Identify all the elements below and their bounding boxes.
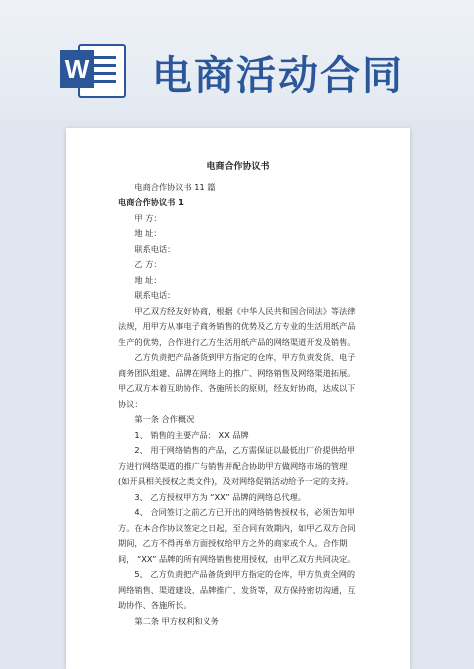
party-b-address-field: 地 址： xyxy=(134,274,162,285)
clause: 5、 乙方负责把产品备货到甲方指定的仓库，甲方负责全网的网络销售、渠道建设、品牌推广、发货等，双方保持密切沟通，互助协作、各施所长。 xyxy=(118,569,356,610)
banner-title: 电商活动合同 xyxy=(152,53,404,99)
party-a-phone-field: 联系电话： xyxy=(134,243,176,254)
document-subtitle: 电商合作协议书 11 篇 xyxy=(134,181,216,192)
document-page xyxy=(66,128,410,669)
word-letter: W xyxy=(60,50,94,88)
banner xyxy=(0,0,474,120)
paragraph: 甲乙双方经友好协商，根据《中华人民共和国合同法》等法律法规，用甲方从事电子商务销售的优势及乙方专业的生活用纸产品生产的优势，合作进行乙方生活用纸产品的网络渠道开发及销售。 xyxy=(118,305,356,347)
document-title: 电商合作协议书 xyxy=(206,162,270,172)
clause: 4、 合同签订之前乙方已开出的网络销售授权书，必须告知甲方。在本合作协议签定之日起，至合同有效期内，如甲乙双方合同期间，乙方不得再单方面授权给甲方之外的商家或个人。合作期间， “XX” 品牌的所有网络销售使用授权，由甲乙双方共同决定。 xyxy=(118,507,356,564)
party-a-address-field: 地 址： xyxy=(134,228,162,238)
clause: 3、 乙方授权甲方为 “XX” 品牌的网络总代理。 xyxy=(134,491,306,502)
party-a-field: 甲 方： xyxy=(134,212,162,223)
article-heading: 第二条 甲方权利和义务 xyxy=(134,615,219,626)
party-b-field: 乙 方： xyxy=(134,259,162,269)
clause: 2、 用于网络销售的产品，乙方需保证以最低出厂价提供给甲方进行网络渠道的推广与销售并配合协助甲方做网络市场的管理(如开具相关授权之类文件)，及对网络促销活动给予一定的支持。 xyxy=(118,445,356,486)
word-icon xyxy=(60,40,124,98)
clause: 1、 销售的主要产品： XX 品牌 xyxy=(134,429,249,440)
paragraph: 乙方负责把产品备货到甲方指定的仓库，甲方负责发货、电子商务团队组建、品牌在网络上的推广、网络销售及网络渠道拓展。甲乙双方本着互助协作、各施所长的原则，经友好协商，达成以下协议： xyxy=(118,352,356,409)
article-heading: 第一条 合作概况 xyxy=(134,414,195,424)
document-content xyxy=(118,160,358,629)
section-heading: 电商合作协议书 1 xyxy=(118,197,184,207)
party-b-phone-field: 联系电话： xyxy=(134,290,176,300)
